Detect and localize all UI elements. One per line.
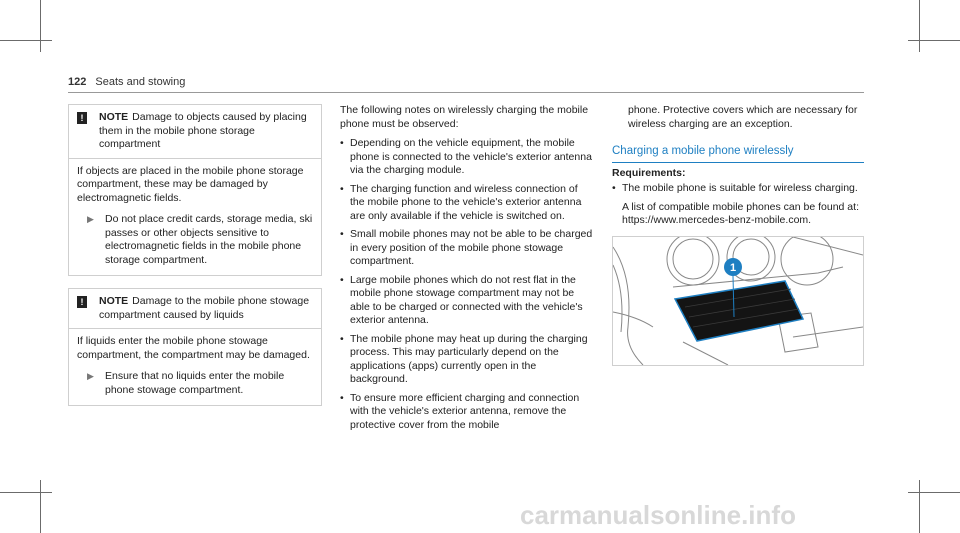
note-title: [99, 295, 313, 322]
requirement-text: The mobile phone is suitable for wireless charging.: [622, 182, 858, 194]
instruction-step: [77, 213, 313, 267]
note-body: [69, 159, 321, 276]
note-label: NOTE: [99, 111, 129, 123]
note-body: [69, 329, 321, 405]
crop-mark: [919, 0, 920, 52]
requirements-list: [612, 182, 864, 228]
header-divider: [68, 92, 864, 93]
note-box: [68, 104, 322, 276]
warning-icon: !: [77, 112, 87, 124]
callout-number: 1: [729, 261, 737, 274]
section-heading: Charging a mobile phone wirelessly: [612, 145, 864, 163]
list-item: [612, 182, 864, 228]
requirement-detail: A list of compatible mobile phones can be found at: https://www.mercedes-benz-mobile.com.: [622, 200, 859, 226]
list-item: • Depending on the vehicle equipment, the mobile phone is connected to the vehicle's exterior antenna via the charging module.: [340, 137, 594, 178]
crop-mark: [908, 492, 960, 493]
crop-mark: [40, 480, 41, 533]
column-2: [340, 104, 594, 437]
note-text: Damage to the mobile phone stowage compartment caused by liquids: [99, 295, 310, 321]
instruction-step: [77, 370, 313, 397]
crop-mark: [919, 480, 920, 533]
crop-mark: [0, 492, 52, 493]
note-box: [68, 288, 322, 406]
column-1: [68, 104, 322, 418]
page-header: [68, 76, 185, 88]
step-text: Ensure that no liquids enter the mobile phone stowage compartment.: [105, 370, 285, 396]
step-text: Do not place credit cards, storage media, ski passes or other objects sensitive to electromagnetic fields in the mobile phone storage compartment.: [105, 213, 313, 266]
note-title: [99, 111, 313, 152]
notes-list: [340, 137, 594, 432]
note-paragraph: If objects are placed in the mobile phone storage compartment, these may be damaged by electromagnetic fields.: [77, 164, 304, 204]
column-3: [612, 104, 864, 366]
requirements-label: Requirements:: [612, 166, 686, 179]
list-item: • Small mobile phones may not be able to be charged in every position of the mobile phone stowage compartment.: [340, 228, 594, 269]
list-item: • The charging function and wireless connection of the mobile phone to the vehicle's exterior antenna are only available if the vehicle is switched on.: [340, 183, 594, 224]
section-title: Seats and stowing: [95, 76, 186, 88]
crop-mark: [40, 0, 41, 52]
list-item: • To ensure more efficient charging and connection with the vehicle's exterior antenna, remove the protective cover from the mobile: [340, 392, 594, 433]
arrow-icon: ▶: [87, 214, 94, 224]
note-header: [69, 289, 321, 329]
illustration-svg: [613, 237, 863, 365]
warning-icon: !: [77, 296, 87, 308]
crop-mark: [0, 40, 52, 41]
list-item: • Large mobile phones which do not rest flat in the mobile phone stowage compartment may not be able to be charged or connected with the vehicle's exterior antenna.: [340, 274, 594, 328]
continued-paragraph: phone. Protective covers which are necessary for wireless charging are an exception.: [628, 104, 858, 130]
note-header: [69, 105, 321, 159]
note-text: Damage to objects caused by placing them in the mobile phone storage compartment: [99, 111, 307, 150]
page-number: 122: [68, 76, 87, 88]
charging-compartment-illustration: [612, 236, 864, 366]
crop-mark: [908, 40, 960, 41]
note-paragraph: If liquids enter the mobile phone stowage compartment, the compartment may be damaged.: [77, 335, 310, 361]
arrow-icon: ▶: [87, 371, 94, 381]
list-item: • The mobile phone may heat up during the charging process. This may particularly depend on the applications (apps) currently open in the background.: [340, 333, 594, 387]
intro-paragraph: The following notes on wirelessly charging the mobile phone must be observed:: [340, 104, 589, 130]
watermark: carmanualsonline.info: [520, 500, 796, 530]
note-label: NOTE: [99, 295, 129, 307]
